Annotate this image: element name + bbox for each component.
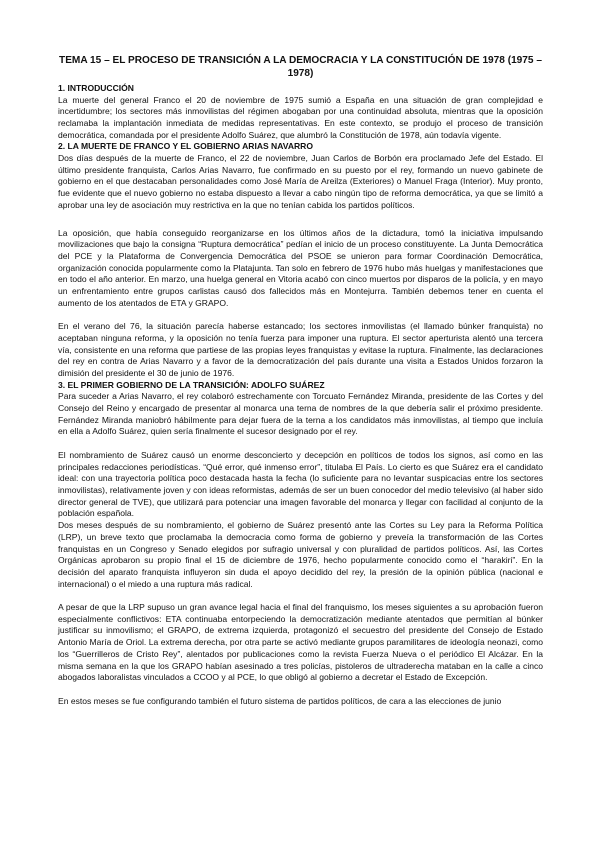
paragraph-gap xyxy=(58,212,543,228)
heading-gobierno-suarez: 3. EL PRIMER GOBIERNO DE LA TRANSICIÓN: ADOLFO SUÁREZ xyxy=(58,379,325,390)
paragraph-partidos-politicos: En estos meses se fue configurando también el futuro sistema de partidos políticos, de cara a las elecciones de junio xyxy=(58,695,502,706)
heading-muerte-franco: 2. LA MUERTE DE FRANCO Y EL GOBIERNO ARIAS NAVARRO xyxy=(58,141,314,152)
paragraph-verano-76: En el verano del 76, la situación parecía haberse estancado; los sectores inmovilistas (el llamado búnker franquista) no aceptaban ninguna reforma, y la oposición no tenía fuerza para imponer una ruptura. El sector aperturista alentó una tercera vía, consistente en una reforma que partiese de las propias leyes franquistas y evitase la ruptura. Finalmente, las declaraciones del rey en contra de Arias Navarro y a favor de la democratización del país durante una visita a Estados Unidos forzaron la dimisión del presidente el 30 de junio de 1976. xyxy=(58,321,543,378)
document-title: TEMA 15 – EL PROCESO DE TRANSICIÓN A LA DEMOCRACIA Y LA CONSTITUCIÓN DE 1978 (1975 – 1978) xyxy=(59,55,542,80)
paragraph-oposicion: La oposición, que había conseguido reorganizarse en los últimos años de la dictadura, tomó la iniciativa impulsando movilizaciones que bajo la consigna “Ruptura democrática” pedían el inicio de un proceso constituyente. La Junta Democrática del PCE y la Plataforma de Convergencia Democrática del PSOE se unieron para formar Coordinación Democrática, organización conocida popularmente como la Platajunta. Tan solo en febrero de 1976 hubo más huelgas y manifestaciones que en todo el año anterior. En marzo, una huelga general en Vitoria acabó con cinco muertos por disparos de la policía, y en mayo un enfrentamiento entre grupos carlistas causó dos fallecidos más en Montejurra. También debemos tener en cuenta el aumento de los atentados de ETA y GRAPO. xyxy=(58,227,543,308)
paragraph-reforma-politica: Dos meses después de su nombramiento, el gobierno de Suárez presentó ante las Cortes su Ley para la Reforma Política (LRP), un breve texto que proclamaba la democracia como forma de gobierno y preveía la transformación de las Cortes franquistas en un Congreso y Senado elegidos por sufragio universal y con pluralidad de partidos políticos. Así, las Cortes Orgánicas aprobaron su propio final el 15 de diciembre de 1976, hecho popularmente conocido como el “harakiri”. En la decisión del aparato franquista influyeron sin duda el apoyo decidido del rey, la presión de la opinión pública (nacional e internacional) o el miedo a una ruptura más radical. xyxy=(58,520,543,589)
paragraph-gap xyxy=(58,590,543,602)
paragraph-sucesion-arias: Para suceder a Arias Navarro, el rey colaboró estrechamente con Torcuato Fernández Miranda, presidente de las Cortes y del Consejo del Reino y encargado de presentar al monarca una terna de nombres de la que debería salir el próximo presidente. Fernández Miranda maniobró hábilmente para dejar fuera de la terna a los candidatos más inmovilistas, al tiempo que incluía en ella a Adolfo Suárez, quien sería finalmente el sucesor designado por el rey. xyxy=(58,391,543,437)
paragraph-gap xyxy=(58,438,543,450)
heading-introduccion: 1. INTRODUCCIÓN xyxy=(58,82,134,93)
paragraph-gap xyxy=(58,309,543,321)
paragraph-gap xyxy=(58,684,543,696)
paragraph-proclamacion-rey: Dos días después de la muerte de Franco, el 22 de noviembre, Juan Carlos de Borbón era proclamado Jefe del Estado. El último presidente franquista, Carlos Arias Navarro, fue confirmado en su puesto por el rey, formando un nuevo gabinete de gobierno en el que destacaban personalidades como José María de Areilza (Exteriores) o Manuel Fraga (Interior). Muy pronto, fue evidente que el nuevo gobierno no estaba dispuesto a llevar a cabo ningún tipo de reforma democrática, ya que se limitó a aprobar una ley de asociación muy restrictiva en la que no tenían cabida los partidos políticos. xyxy=(58,153,543,210)
document-page xyxy=(58,54,543,707)
paragraph-nombramiento-suarez: El nombramiento de Suárez causó un enorme desconcierto y decepción en políticos de todos los signos, así como en las principales redacciones periodísticas. “Qué error, qué inmenso error”, titulaba El País. Lo cierto es que Suárez era el candidato ideal: con una trayectoria política poco destacada hasta la fecha (lo suficiente para no levantar suspicacias entre los sectores inmovilistas), relativamente joven y con ideas reformistas, además de ser un buen conocedor del medio televisivo (al haber sido director general de TVE), que utilizará para potenciar una imagen favorable del monarca y llegar con facilidad al conjunto de la población española. xyxy=(58,449,543,519)
paragraph-introduccion: La muerte del general Franco el 20 de noviembre de 1975 sumió a España en una situación de gran complejidad e incertidumbre; los sectores más inmovilistas del régimen abogaban por una continuidad absoluta, mientras que la oposición reclamaba la implantación inmediata de medidas representativas. En este contexto, se produjo el proceso de transición democrática, comandada por el presidente Adolfo Suárez, que alumbró la Constitución de 1978, aún todavía vigente. xyxy=(58,94,543,140)
paragraph-conflictividad: A pesar de que la LRP supuso un gran avance legal hacia el final del franquismo, los meses siguientes a su aprobación fueron especialmente conflictivos: ETA continuaba entorpeciendo la democratización mediante atentados que permitían al búnker justificar su inmovilismo; el GRAPO, de extrema izquierda, protagonizó el secuestro del presidente del Consejo de Estado Antonio María de Oriol. La extrema derecha, por otra parte se activó mediante grupos paramilitares de ideología neonazi, como los “Guerrilleros de Cristo Rey”, alentados por publicaciones como la revista Fuerza Nueva o el periódico El Alcázar. En la misma semana en la que los GRAPO habían asesinado a tres policías, pistoleros de ultraderecha mataban en la calle a cinco abogados laboralistas vinculados a CCOO y al PCE, lo que obligó al gobierno a decretar el Estado de Excepción. xyxy=(58,602,543,683)
